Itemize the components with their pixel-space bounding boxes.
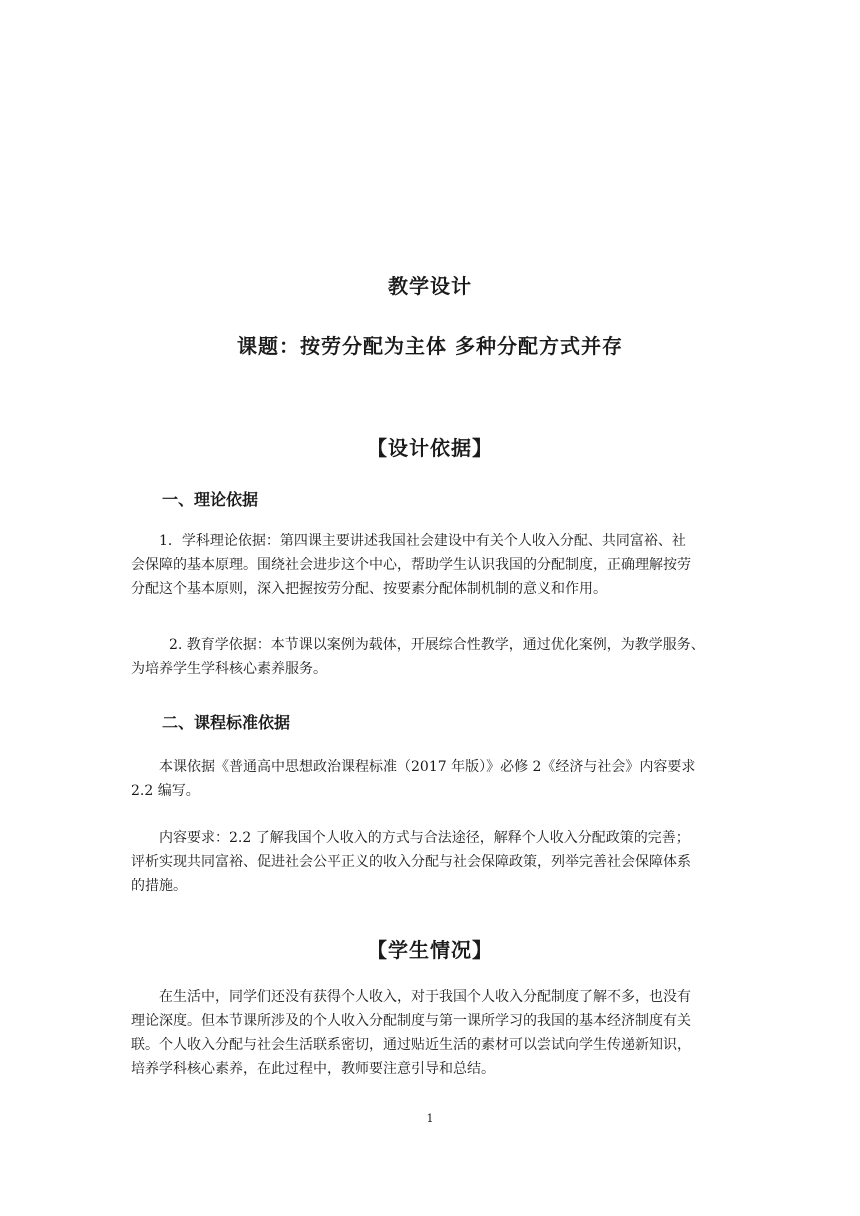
paragraph-line: 分配这个基本原则，深入把握按劳分配、按要素分配体制机制的意义和作用。 — [131, 581, 607, 597]
paragraph-student-situation — [131, 985, 731, 1081]
subheading-curriculum-basis: 二、课程标准依据 — [162, 713, 291, 732]
paragraph-line: 联。个人收入分配与社会生活联系密切，通过贴近生活的素材可以尝试向学生传递新知识， — [131, 1037, 691, 1053]
paragraph-line: 理论深度。但本节课所涉及的个人收入分配制度与第一课所学习的我国的基本经济制度有关 — [131, 1013, 691, 1029]
document-title: 教学设计 — [388, 274, 472, 298]
page-number: 1 — [426, 1112, 434, 1125]
paragraph-line: 内容要求：2.2 了解我国个人收入的方式与合法途径，解释个人收入分配政策的完善； — [159, 830, 690, 846]
paragraph-content-requirement — [131, 826, 731, 898]
paragraph-curriculum-standard — [131, 755, 731, 803]
paragraph-line: 2. 教育学依据：本节课以案例为载体，开展综合性教学，通过优化案例，为教学服务、 — [169, 637, 705, 653]
paragraph-pedagogy — [131, 633, 731, 681]
paragraph-line: 会保障的基本原理。围绕社会进步这个中心，帮助学生认识我国的分配制度，正确理解按劳 — [131, 557, 691, 573]
paragraph-line: 评析实现共同富裕、促进社会公平正义的收入分配与社会保障政策，列举完善社会保障体系 — [131, 854, 691, 870]
paragraph-line: 为培养学生学科核心素养服务。 — [131, 661, 327, 677]
paragraph-line: 1．学科理论依据：第四课主要讲述我国社会建设中有关个人收入分配、共同富裕、社 — [159, 533, 686, 549]
paragraph-line: 培养学科核心素养，在此过程中，教师要注意引导和总结。 — [131, 1061, 495, 1077]
subheading-theory-basis: 一、理论依据 — [162, 490, 259, 509]
paragraph-line: 在生活中，同学们还没有获得个人收入，对于我国个人收入分配制度了解不多，也没有 — [159, 989, 691, 1005]
paragraph-subject-theory — [131, 529, 731, 601]
paragraph-line: 2.2 编写。 — [131, 783, 200, 799]
section-heading-student-situation: 【学生情况】 — [367, 938, 493, 962]
lesson-topic: 课题：按劳分配为主体 多种分配方式并存 — [237, 334, 623, 358]
paragraph-line: 本课依据《普通高中思想政治课程标准（2017 年版）》必修 2《经济与社会》内容要求 — [159, 759, 696, 775]
paragraph-line: 的措施。 — [131, 878, 187, 894]
section-heading-design-basis: 【设计依据】 — [367, 436, 493, 460]
